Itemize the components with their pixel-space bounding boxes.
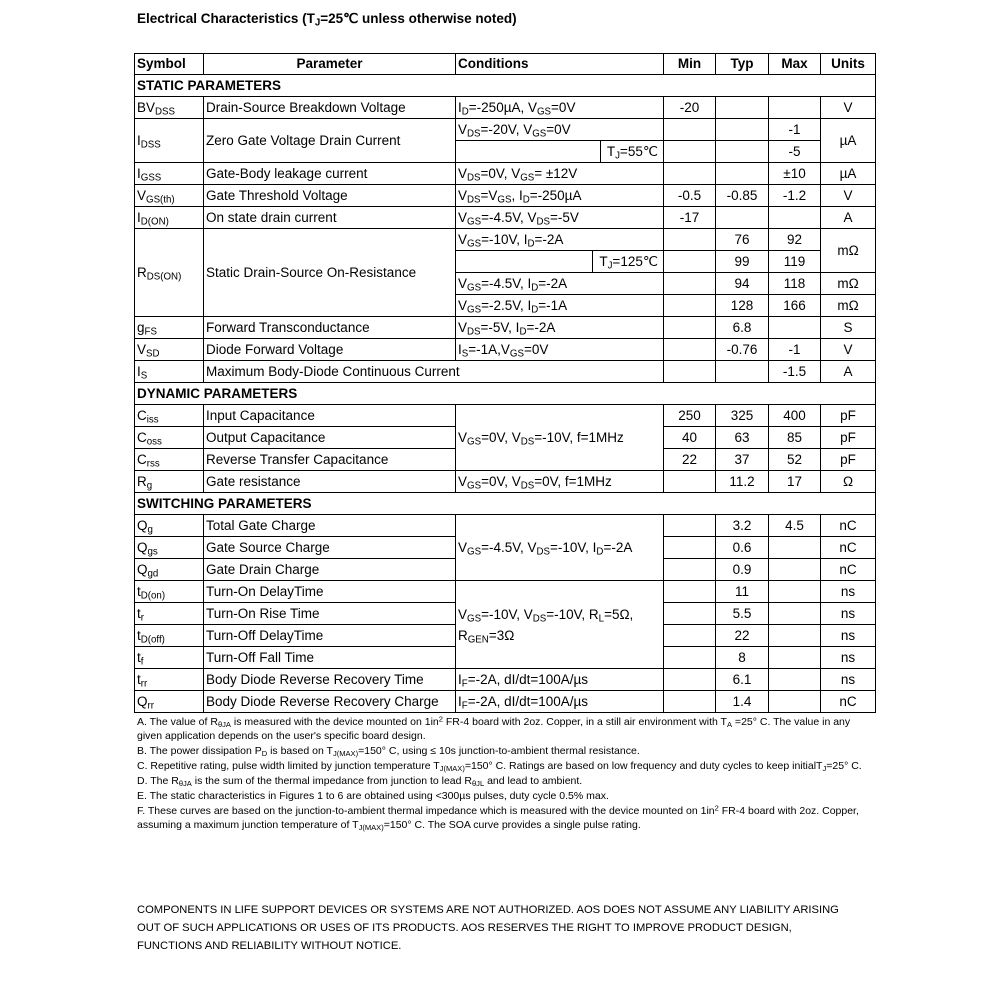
unit-cell: Ω: [821, 471, 876, 493]
table-row: [135, 317, 876, 339]
header-typ: Typ: [716, 54, 769, 75]
typ-cell: 11.2: [716, 471, 769, 493]
parameter-cell: Gate resistance: [204, 471, 456, 493]
table-row: [135, 405, 876, 427]
conditions-cell: $V_{GS}=-10V$, $V_{DS}=-10V$, $R_L=5\Omega$, $R_{GEN}=3\Omega$: [456, 581, 664, 669]
typ-cell: 22: [716, 625, 769, 647]
typ-cell: 0.9: [716, 559, 769, 581]
note-a: A. The value of $R_{\theta JA}$ is measured with the device mounted on $1in^2$ FR-4 board with 2oz. Copper, in a still air environment with $T_A =25^\circ$ C. The value in any given application depends on the user's specific board design.: [137, 714, 851, 742]
max-cell: 85: [769, 427, 821, 449]
symbol-cell: $V_{GS(th)}$: [135, 185, 204, 207]
disclaimer-line: FUNCTIONS AND RELIABILITY WITHOUT NOTICE.: [137, 940, 402, 952]
parameter-cell: Gate Source Charge: [204, 537, 456, 559]
max-cell: -1.2: [769, 185, 821, 207]
disclaimer-line: COMPONENTS IN LIFE SUPPORT DEVICES OR SYSTEMS ARE NOT AUTHORIZED. AOS DOES NOT ASSUME ANY LIABILITY ARISING: [137, 904, 839, 916]
unit-cell: mΩ: [821, 229, 876, 273]
typ-cell: 6.8: [716, 317, 769, 339]
symbol-cell: $C_{rss}$: [135, 449, 204, 471]
max-cell: -1.5: [769, 361, 821, 383]
min-cell: [664, 515, 716, 537]
parameter-cell: Reverse Transfer Capacitance: [204, 449, 456, 471]
min-cell: [664, 119, 716, 141]
parameter-cell: Turn-On Rise Time: [204, 603, 456, 625]
unit-cell: ns: [821, 647, 876, 669]
unit-cell: nC: [821, 559, 876, 581]
parameter-cell: Input Capacitance: [204, 405, 456, 427]
conditions-cell: $V_{GS}=-4.5V$, $V_{DS}=-10V$, $I_D=-2A$: [456, 515, 664, 581]
max-cell: [769, 537, 821, 559]
max-cell: 17: [769, 471, 821, 493]
max-cell: [769, 603, 821, 625]
unit-cell: A: [821, 207, 876, 229]
note-d: D. The $R_{\theta JA}$ is the sum of the thermal impedance from junction to lead $R_{\theta JL}$ and lead to ambient.: [137, 775, 583, 788]
parameter-cell: Diode Forward Voltage: [204, 339, 456, 361]
typ-cell: [716, 361, 769, 383]
unit-cell: µA: [821, 163, 876, 185]
symbol-cell: $I_{DSS}$: [135, 119, 204, 163]
symbol-cell: $t_{rr}$: [135, 669, 204, 691]
unit-cell: V: [821, 185, 876, 207]
parameter-cell: Maximum Body-Diode Continuous Current: [204, 361, 664, 383]
table-row: [135, 691, 876, 713]
parameter-cell: Static Drain-Source On-Resistance: [204, 229, 456, 317]
typ-cell: [716, 207, 769, 229]
header-min: Min: [664, 54, 716, 75]
table-row: [135, 229, 876, 251]
parameter-cell: Drain-Source Breakdown Voltage: [204, 97, 456, 119]
table-row: [135, 163, 876, 185]
min-cell: 40: [664, 427, 716, 449]
symbol-cell: $Q_{gs}$: [135, 537, 204, 559]
table-row: [135, 339, 876, 361]
max-cell: [769, 97, 821, 119]
unit-cell: µA: [821, 119, 876, 163]
symbol-cell: $I_{D(ON)}$: [135, 207, 204, 229]
parameter-cell: Body Diode Reverse Recovery Time: [204, 669, 456, 691]
conditions-cell: $V_{DS}=-5V$, $I_D=-2A$: [456, 317, 664, 339]
conditions-cell: [456, 141, 664, 163]
max-cell: [769, 647, 821, 669]
conditions-cell: $V_{GS}=-2.5V$, $I_D=-1A$: [456, 295, 664, 317]
unit-cell: V: [821, 97, 876, 119]
max-cell: 119: [769, 251, 821, 273]
min-cell: [664, 559, 716, 581]
max-cell: ±10: [769, 163, 821, 185]
min-cell: [664, 537, 716, 559]
table-row: [135, 669, 876, 691]
parameter-cell: Turn-Off Fall Time: [204, 647, 456, 669]
conditions-cell: [456, 251, 664, 273]
symbol-cell: $I_S$: [135, 361, 204, 383]
conditions-cell: $V_{GS}=-4.5V$, $V_{DS}=-5V$: [456, 207, 664, 229]
parameter-cell: Gate Drain Charge: [204, 559, 456, 581]
min-cell: 250: [664, 405, 716, 427]
table-row: [135, 207, 876, 229]
unit-cell: mΩ: [821, 273, 876, 295]
min-cell: [664, 581, 716, 603]
note-b: B. The power dissipation $P_D$ is based on $T_{J(MAX)}=150^\circ$ C, using ≤ 10s junction-to-ambient thermal resistance.: [137, 745, 640, 758]
table-row: [135, 185, 876, 207]
min-cell: -0.5: [664, 185, 716, 207]
table-row: [135, 119, 876, 141]
conditions-cell: $V_{GS}=-10V$, $I_D=-2A$: [456, 229, 664, 251]
symbol-cell: $t_r$: [135, 603, 204, 625]
header-units: Units: [821, 54, 876, 75]
typ-cell: [716, 97, 769, 119]
max-cell: 52: [769, 449, 821, 471]
unit-cell: A: [821, 361, 876, 383]
max-cell: -1: [769, 119, 821, 141]
parameter-cell: Body Diode Reverse Recovery Charge: [204, 691, 456, 713]
min-cell: [664, 647, 716, 669]
symbol-cell: $BV_{DSS}$: [135, 97, 204, 119]
max-cell: 4.5: [769, 515, 821, 537]
max-cell: [769, 581, 821, 603]
symbol-cell: $C_{oss}$: [135, 427, 204, 449]
unit-cell: nC: [821, 691, 876, 713]
min-cell: [664, 691, 716, 713]
min-cell: [664, 141, 716, 163]
max-cell: [769, 559, 821, 581]
typ-cell: 5.5: [716, 603, 769, 625]
max-cell: 166: [769, 295, 821, 317]
min-cell: [664, 273, 716, 295]
typ-cell: 128: [716, 295, 769, 317]
unit-cell: pF: [821, 405, 876, 427]
parameter-cell: Gate-Body leakage current: [204, 163, 456, 185]
note-e: E. The static characteristics in Figures 1 to 6 are obtained using <300µs pulses, duty cycle 0.5% max.: [137, 790, 609, 802]
min-cell: [664, 603, 716, 625]
temperature-condition: $T_J=125℃$: [592, 251, 663, 273]
min-cell: [664, 361, 716, 383]
min-cell: [664, 251, 716, 273]
parameter-cell: Gate Threshold Voltage: [204, 185, 456, 207]
note-f: F. These curves are based on the junction-to-ambient thermal impedance which is measured with the device mounted on $1in^2$ FR-4 board with 2oz. Copper, assuming a maximum junction temperature of $T_{J(MAX)}=150^\circ$ C. The SOA curve provides a single pulse rating.: [137, 803, 859, 832]
section-switching: SWITCHING PARAMETERS: [135, 493, 876, 515]
typ-cell: 37: [716, 449, 769, 471]
min-cell: [664, 339, 716, 361]
symbol-cell: $I_{GSS}$: [135, 163, 204, 185]
unit-cell: nC: [821, 537, 876, 559]
typ-cell: -0.76: [716, 339, 769, 361]
unit-cell: pF: [821, 449, 876, 471]
typ-cell: 6.1: [716, 669, 769, 691]
typ-cell: -0.85: [716, 185, 769, 207]
table-row: [135, 581, 876, 603]
symbol-cell: $g_{FS}$: [135, 317, 204, 339]
max-cell: [769, 207, 821, 229]
symbol-cell: $t_{D(off)}$: [135, 625, 204, 647]
parameter-cell: Turn-Off DelayTime: [204, 625, 456, 647]
symbol-cell: $C_{iss}$: [135, 405, 204, 427]
max-cell: [769, 691, 821, 713]
typ-cell: [716, 119, 769, 141]
conditions-cell: $I_S=-1A,V_{GS}=0V$: [456, 339, 664, 361]
max-cell: -5: [769, 141, 821, 163]
min-cell: [664, 669, 716, 691]
header-parameter: Parameter: [204, 54, 456, 75]
min-cell: [664, 295, 716, 317]
temperature-condition: $T_J=55℃$: [600, 141, 664, 163]
unit-cell: pF: [821, 427, 876, 449]
min-cell: -17: [664, 207, 716, 229]
parameter-cell: Total Gate Charge: [204, 515, 456, 537]
disclaimer-line: OUT OF SUCH APPLICATIONS OR USES OF ITS PRODUCTS. AOS RESERVES THE RIGHT TO IMPROVE PRODUCT DESIGN,: [137, 922, 792, 934]
table-row: [135, 97, 876, 119]
symbol-cell: $Q_{rr}$: [135, 691, 204, 713]
typ-cell: 0.6: [716, 537, 769, 559]
symbol-cell: $Q_g$: [135, 515, 204, 537]
typ-cell: 99: [716, 251, 769, 273]
symbol-cell: $V_{SD}$: [135, 339, 204, 361]
unit-cell: ns: [821, 669, 876, 691]
header-max: Max: [769, 54, 821, 75]
symbol-cell: $R_{DS(ON)}$: [135, 229, 204, 317]
conditions-cell: $I_D=-250\mu A$, $V_{GS}=0V$: [456, 97, 664, 119]
typ-cell: 8: [716, 647, 769, 669]
typ-cell: 1.4: [716, 691, 769, 713]
unit-cell: mΩ: [821, 295, 876, 317]
parameter-cell: Forward Transconductance: [204, 317, 456, 339]
page-title: Electrical Characteristics ($T_J=25℃$ unless otherwise noted): [137, 11, 517, 29]
max-cell: 118: [769, 273, 821, 295]
min-cell: [664, 317, 716, 339]
disclaimer: [137, 901, 877, 955]
parameter-cell: On state drain current: [204, 207, 456, 229]
typ-cell: 11: [716, 581, 769, 603]
parameter-cell: Output Capacitance: [204, 427, 456, 449]
conditions-cell: $V_{DS}=-20V$, $V_{GS}=0V$: [456, 119, 664, 141]
unit-cell: ns: [821, 603, 876, 625]
header-conditions: Conditions: [456, 54, 664, 75]
conditions-cell: $V_{GS}=0V$, $V_{DS}=-10V$, f=1MHz: [456, 405, 664, 471]
characteristics-table: [134, 53, 876, 713]
max-cell: -1: [769, 339, 821, 361]
max-cell: [769, 669, 821, 691]
table-row: [135, 361, 876, 383]
typ-cell: 76: [716, 229, 769, 251]
conditions-cell: $I_F=-2A$, dI/dt=100A/µs: [456, 669, 664, 691]
typ-cell: 3.2: [716, 515, 769, 537]
header-symbol: Symbol: [135, 54, 204, 75]
unit-cell: ns: [821, 581, 876, 603]
note-c: C. Repetitive rating, pulse width limited by junction temperature $T_{J(MAX)}=150^\circ$ C. Ratings are based on low frequency and duty cycles to keep initialT$_J$=25° C.: [137, 760, 862, 773]
symbol-cell: $t_f$: [135, 647, 204, 669]
min-cell: -20: [664, 97, 716, 119]
table-row: [135, 515, 876, 537]
parameter-cell: Turn-On DelayTime: [204, 581, 456, 603]
symbol-cell: $Q_{gd}$: [135, 559, 204, 581]
typ-cell: [716, 141, 769, 163]
unit-cell: S: [821, 317, 876, 339]
conditions-cell: $V_{GS}=0V$, $V_{DS}=0V$, f=1MHz: [456, 471, 664, 493]
min-cell: [664, 471, 716, 493]
max-cell: [769, 625, 821, 647]
unit-cell: V: [821, 339, 876, 361]
typ-cell: 325: [716, 405, 769, 427]
unit-cell: nC: [821, 515, 876, 537]
typ-cell: 63: [716, 427, 769, 449]
max-cell: [769, 317, 821, 339]
typ-cell: 94: [716, 273, 769, 295]
footnotes: [137, 715, 862, 833]
section-dynamic: DYNAMIC PARAMETERS: [135, 383, 876, 405]
unit-cell: ns: [821, 625, 876, 647]
min-cell: [664, 229, 716, 251]
typ-cell: [716, 163, 769, 185]
min-cell: [664, 625, 716, 647]
max-cell: 92: [769, 229, 821, 251]
section-static: STATIC PARAMETERS: [135, 75, 876, 97]
conditions-cell: $I_F=-2A$, dI/dt=100A/µs: [456, 691, 664, 713]
symbol-cell: $R_g$: [135, 471, 204, 493]
symbol-cell: $t_{D(on)}$: [135, 581, 204, 603]
table-header-row: [135, 54, 876, 75]
min-cell: [664, 163, 716, 185]
conditions-cell: $V_{DS}=V_{GS}$, $I_D=-250\mu A$: [456, 185, 664, 207]
conditions-cell: $V_{DS}=0V$, $V_{GS}= \pm 12V$: [456, 163, 664, 185]
conditions-cell: $V_{GS}=-4.5V$, $I_D=-2A$: [456, 273, 664, 295]
parameter-cell: Zero Gate Voltage Drain Current: [204, 119, 456, 163]
min-cell: 22: [664, 449, 716, 471]
max-cell: 400: [769, 405, 821, 427]
table-row: [135, 471, 876, 493]
